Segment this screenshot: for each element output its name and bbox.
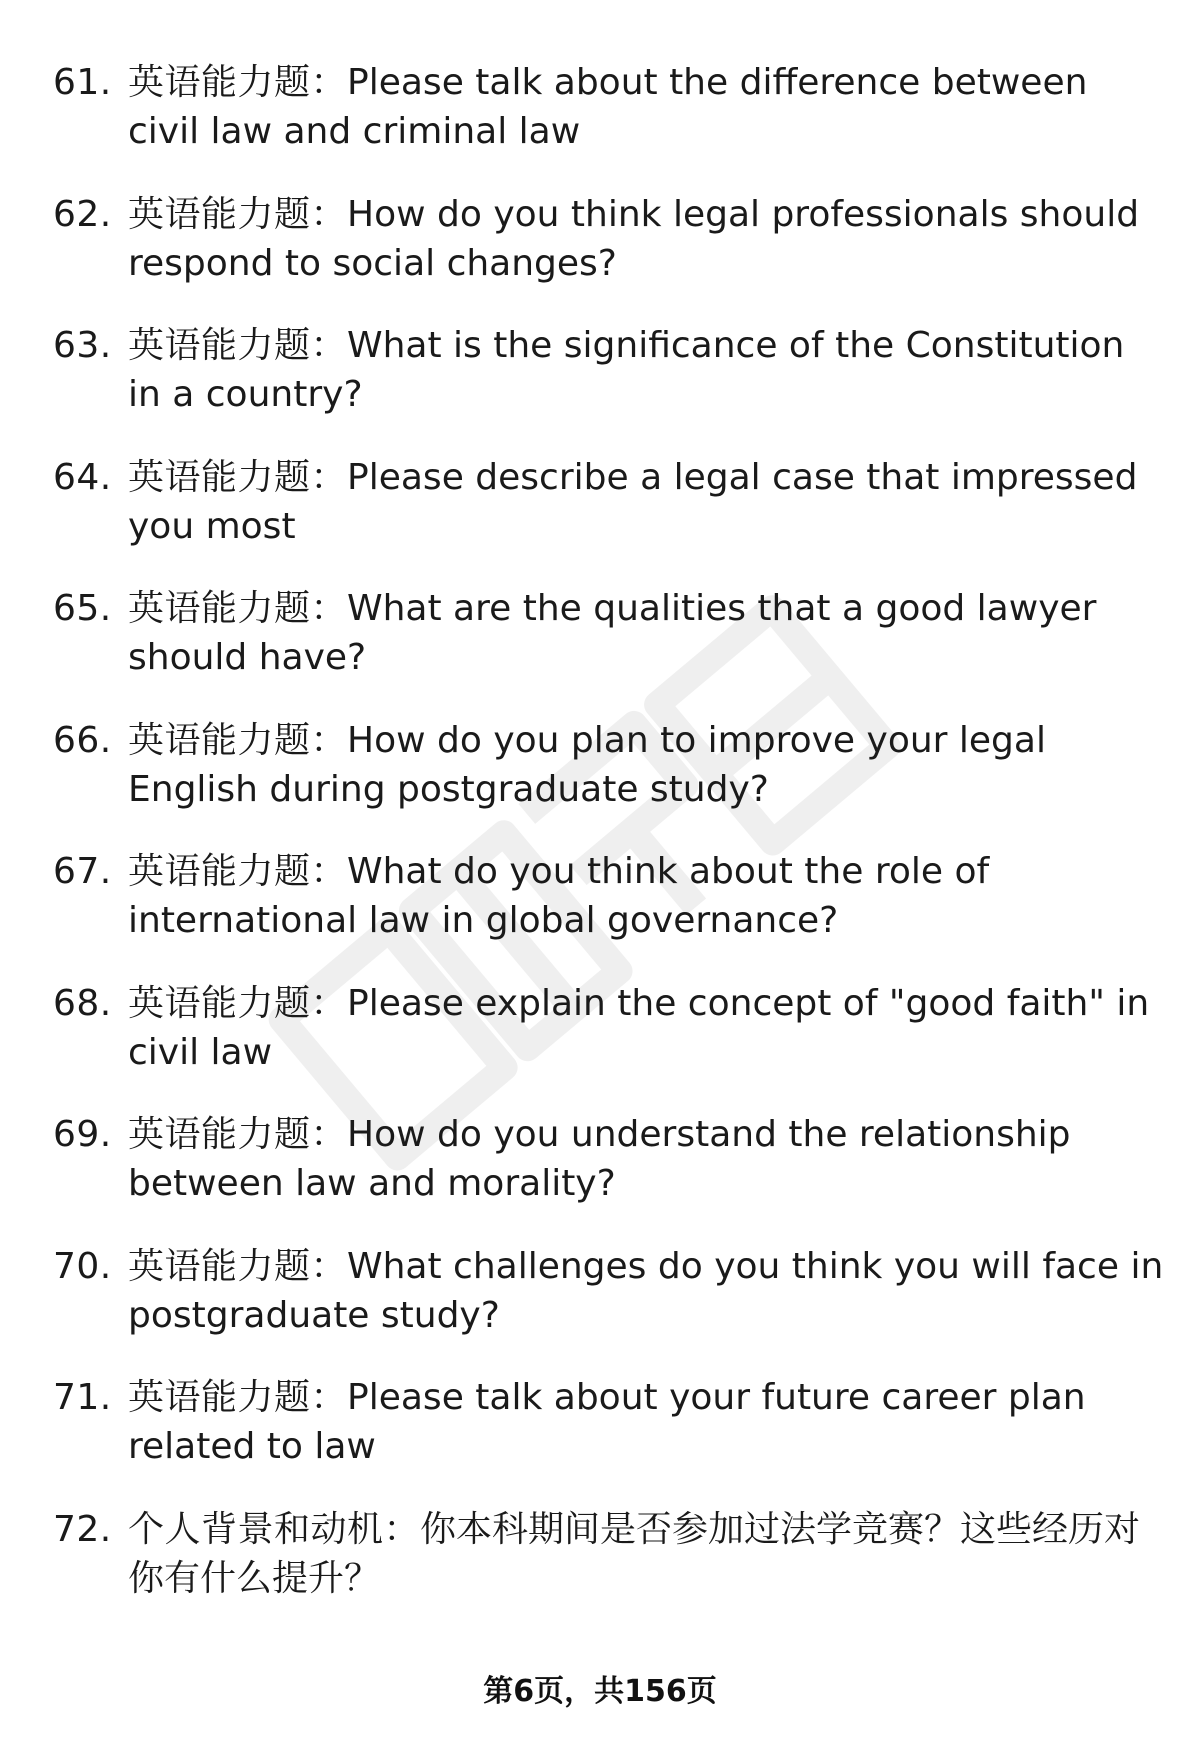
question-text: [128, 847, 1168, 945]
question-text: [128, 321, 1168, 419]
question-text: [128, 584, 1168, 682]
question-number: 70.: [53, 1245, 112, 1287]
list-item: [0, 979, 1200, 1111]
question-number: 69.: [53, 1114, 112, 1155]
question-text: [128, 1242, 1168, 1340]
question-category: 英语能力题：: [128, 982, 348, 1024]
question-number: 66.: [53, 719, 112, 761]
question-body: How do you plan to improve your legal English during postgraduate study?: [128, 719, 1046, 810]
question-body: Please talk about the difference between civil law and criminal law: [128, 62, 1088, 152]
question-text: [128, 453, 1168, 551]
question-body: How do you understand the relationship between law and morality?: [128, 1114, 1071, 1204]
question-number: 71.: [53, 1377, 112, 1418]
list-item: [0, 1373, 1200, 1505]
page-number-footer: 第6页，共156页: [483, 1674, 717, 1709]
question-body: What do you think about the role of international law in global governance?: [128, 851, 990, 941]
question-number: 64.: [53, 456, 112, 498]
question-number: 68.: [53, 982, 112, 1024]
question-text: [128, 716, 1168, 814]
question-category: 英语能力题：: [128, 1377, 348, 1418]
question-body: Please explain the concept of "good faith" in civil law: [128, 982, 1150, 1073]
question-list: [0, 58, 1200, 1636]
list-item: [0, 321, 1200, 453]
question-category: 个人背景和动机：: [128, 1508, 421, 1550]
question-body: How do you think legal professionals should respond to social changes?: [128, 193, 1140, 284]
question-body: What challenges do you think you will face in postgraduate study?: [128, 1245, 1164, 1336]
question-text: [128, 1373, 1168, 1471]
question-number: 65.: [53, 588, 112, 629]
list-item: [0, 58, 1200, 190]
question-number: 63.: [53, 325, 112, 366]
question-category: 英语能力题：: [128, 456, 348, 498]
question-text: [128, 58, 1168, 156]
question-body: What are the qualities that a good lawyer should have?: [128, 588, 1097, 678]
question-category: 英语能力题：: [128, 1114, 348, 1155]
list-item: [0, 716, 1200, 848]
question-number: 67.: [53, 851, 112, 892]
question-category: 英语能力题：: [128, 62, 348, 103]
list-item: [0, 453, 1200, 585]
list-item: [0, 190, 1200, 322]
question-body: Please describe a legal case that impressed you most: [128, 456, 1138, 547]
list-item: [0, 847, 1200, 979]
question-category: 英语能力题：: [128, 1245, 348, 1287]
list-item: [0, 1505, 1200, 1637]
question-body: Please talk about your future career plan related to law: [128, 1377, 1086, 1467]
list-item: [0, 1242, 1200, 1374]
question-number: 72.: [53, 1508, 112, 1550]
question-category: 英语能力题：: [128, 851, 348, 892]
question-category: 英语能力题：: [128, 719, 348, 761]
question-category: 英语能力题：: [128, 325, 348, 366]
list-item: [0, 584, 1200, 716]
question-number: 62.: [53, 193, 112, 235]
question-category: 英语能力题：: [128, 588, 348, 629]
question-category: 英语能力题：: [128, 193, 348, 235]
question-text: [128, 979, 1168, 1077]
question-text: [128, 190, 1168, 288]
question-number: 61.: [53, 62, 112, 103]
question-body: What is the significance of the Constitution in a country?: [128, 325, 1125, 415]
question-text: [128, 1505, 1168, 1603]
question-body: 你本科期间是否参加过法学竞赛？这些经历对你有什么提升？: [128, 1508, 1141, 1599]
list-item: [0, 1110, 1200, 1242]
question-text: [128, 1110, 1168, 1208]
